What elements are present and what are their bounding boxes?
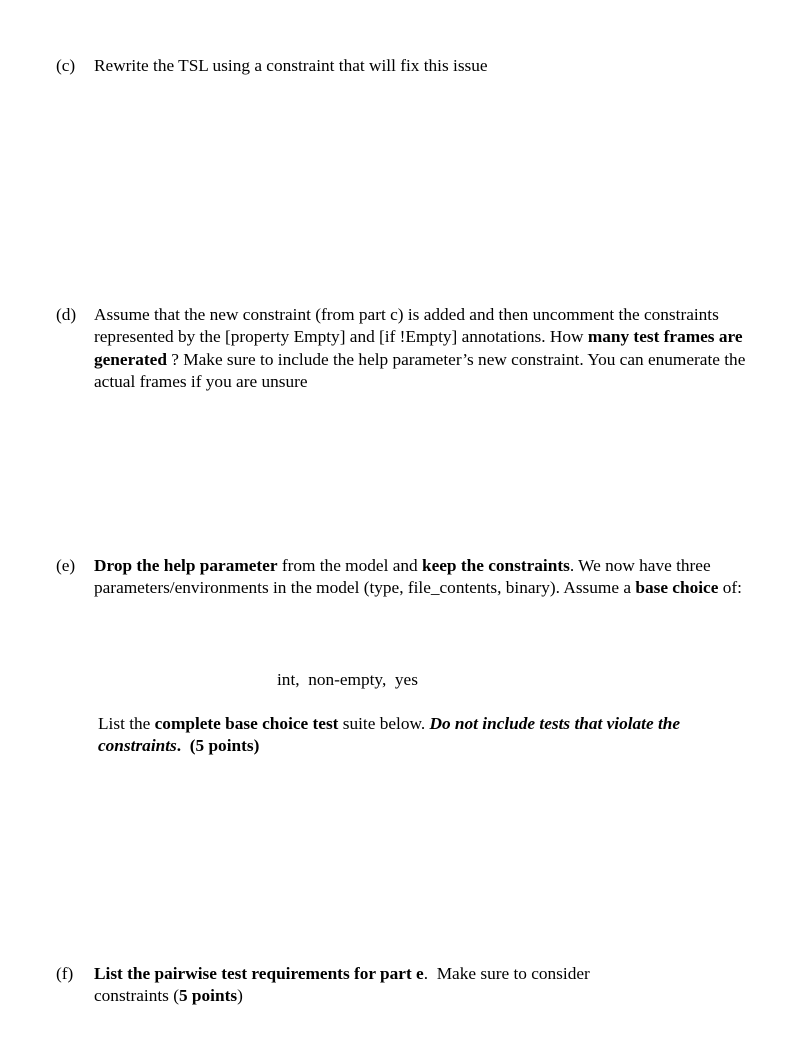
question-d [56, 304, 746, 393]
base-choice-values: int, non-empty, yes [277, 670, 418, 689]
text: List the [98, 714, 155, 733]
question-c [56, 55, 746, 77]
question-text [94, 304, 746, 393]
question-label: (f) [56, 964, 74, 983]
text: ) [237, 986, 243, 1006]
emphasis: base choice [635, 578, 719, 598]
text: . We now have three parameters/environments in the model (type, file_contents, binary). Assume a [94, 556, 711, 598]
text: ? Make sure to include the help parameter’s new constraint. You can enumerate the actual frames if you are unsure [94, 349, 746, 391]
emphasis: List the pairwise test requirements for part e [94, 964, 424, 983]
emphasis: Drop the help parameter [94, 556, 278, 575]
emphasis: . (5 points) [176, 736, 260, 756]
question-label: (d) [56, 305, 77, 324]
question-e-instructions [98, 713, 758, 758]
emphasis: complete base choice test [154, 714, 339, 733]
question-text: Rewrite the TSL using a constraint that will fix this issue [94, 56, 488, 75]
question-label: (c) [56, 56, 76, 75]
text: Assume that the new constraint (from part c) is added and then uncomment the constraints represented by the [property Empty] and [if !Empty] annotations. How [94, 305, 719, 347]
text: suite below. [338, 714, 430, 733]
question-text [94, 555, 746, 600]
emphasis: Do not include tests that violate the constraints [98, 714, 681, 756]
emphasis: 5 points [178, 986, 238, 1006]
question-text [94, 963, 656, 1008]
question-label: (e) [56, 556, 76, 575]
text: from the model and [277, 556, 422, 575]
question-f [56, 963, 656, 1008]
question-e [56, 555, 746, 600]
emphasis: many test frames are generated [94, 327, 743, 369]
text: . Make sure to consider constraints ( [94, 964, 595, 1006]
emphasis: keep the constraints [421, 556, 570, 575]
text: of: [718, 578, 742, 598]
